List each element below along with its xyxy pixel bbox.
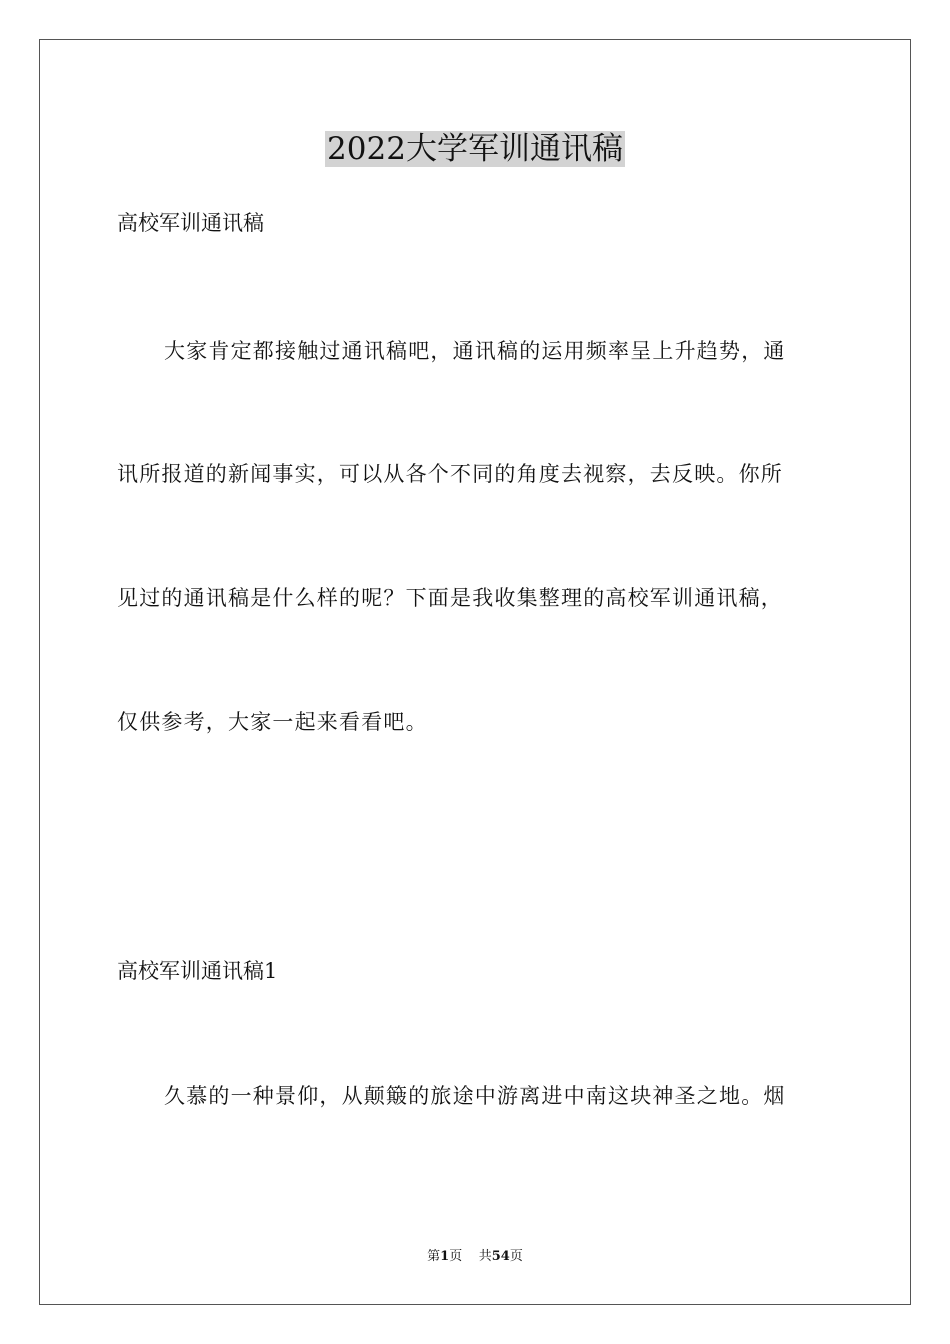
section-heading: 高校军训通讯稿 — [117, 211, 264, 235]
document-title-text: 2022大学军训通讯稿 — [327, 131, 623, 167]
paragraph-line: 见过的通讯稿是什么样的呢？下面是我收集整理的高校军训通讯稿， — [117, 586, 783, 610]
page-prefix: 第 — [427, 1249, 441, 1264]
section-heading: 高校军训通讯稿1 — [117, 959, 278, 983]
total-suffix: 页 — [509, 1249, 523, 1264]
paragraph-line: 大家肯定都接触过通讯稿吧，通讯稿的运用频率呈上升趋势，通 — [164, 339, 786, 363]
paragraph-line: 久慕的一种景仰，从颠簸的旅途中游离进中南这块神圣之地。烟 — [164, 1084, 786, 1108]
total-pages: 54 — [491, 1249, 510, 1264]
paragraph-line: 仅供参考，大家一起来看看吧。 — [117, 710, 428, 734]
page-number: 1 — [440, 1249, 450, 1264]
document-title — [0, 127, 950, 171]
paragraph-line: 讯所报道的新闻事实，可以从各个不同的角度去视察，去反映。你所 — [117, 462, 783, 486]
total-prefix: 共 — [478, 1249, 492, 1264]
page-footer — [0, 1247, 950, 1267]
page-suffix: 页 — [449, 1249, 463, 1264]
